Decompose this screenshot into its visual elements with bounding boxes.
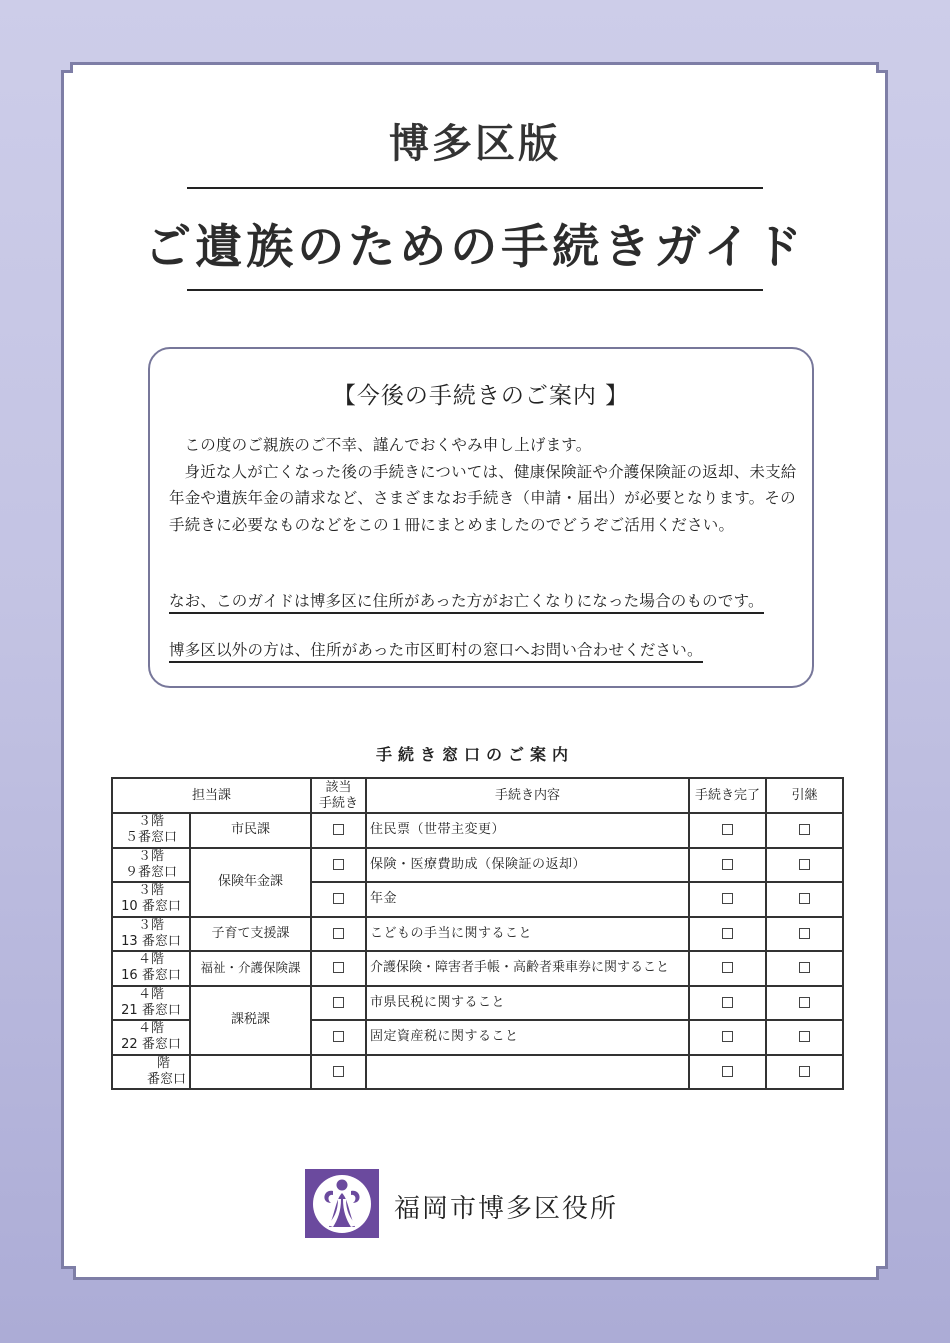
applicable-checkbox[interactable]	[333, 1066, 344, 1077]
applicable-cell	[311, 1055, 366, 1090]
completed-checkbox[interactable]	[722, 859, 733, 870]
handover-checkbox[interactable]	[799, 1031, 810, 1042]
handover-cell	[766, 813, 843, 848]
table-row	[112, 848, 843, 883]
handover-checkbox[interactable]	[799, 859, 810, 870]
emblem-graphic	[305, 1169, 379, 1238]
window-location	[112, 848, 190, 883]
handover-cell	[766, 917, 843, 952]
window-label: 21 番窓口	[121, 1002, 181, 1018]
content-cell: 固定資産税に関すること	[366, 1020, 689, 1055]
table-header-row	[112, 778, 843, 813]
table-row	[112, 951, 843, 986]
window-label: 22 番窓口	[121, 1037, 181, 1053]
department-cell: 課税課	[190, 986, 311, 1055]
applicable-checkbox[interactable]	[333, 962, 344, 973]
handover-cell	[766, 1055, 843, 1090]
window-label: 番窓口	[146, 1071, 186, 1087]
notice-body	[169, 432, 809, 538]
handover-checkbox[interactable]	[799, 893, 810, 904]
floor-label: ３階	[137, 883, 164, 899]
page-title: ご遺族のための手続きガイド	[144, 220, 806, 275]
notice-scope-note: なお、このガイドは博多区に住所があった方がお亡くなりになった場合のものです。	[169, 589, 764, 614]
notice-other-residents-note: 博多区以外の方は、住所があった市区町村の窓口へお問い合わせください。	[169, 638, 703, 663]
completed-cell	[689, 1020, 766, 1055]
header-handover: 引継	[766, 778, 843, 813]
floor-label: ４階	[137, 986, 164, 1002]
department-cell: 福祉・介護保険課	[190, 951, 311, 986]
notice-box	[148, 347, 814, 688]
content-cell: こどもの手当に関すること	[366, 917, 689, 952]
edition-label: 博多区版	[389, 121, 561, 167]
window-label: 10 番窓口	[121, 899, 181, 915]
content-cell: 住民票（世帯主変更）	[366, 813, 689, 848]
applicable-checkbox[interactable]	[333, 859, 344, 870]
window-label: ５番窓口	[124, 830, 177, 846]
completed-cell	[689, 917, 766, 952]
window-location	[112, 1020, 190, 1055]
handover-cell	[766, 848, 843, 883]
handover-cell	[766, 951, 843, 986]
applicable-checkbox[interactable]	[333, 893, 344, 904]
desk-table	[111, 777, 844, 1090]
title-rule-bottom	[187, 289, 763, 291]
department-cell: 子育て支援課	[190, 917, 311, 952]
header-completed: 手続き完了	[689, 778, 766, 813]
floor-label: 階	[156, 1055, 170, 1071]
completed-checkbox[interactable]	[722, 962, 733, 973]
completed-cell	[689, 882, 766, 917]
handover-cell	[766, 986, 843, 1021]
window-location	[112, 917, 190, 952]
window-label: 13 番窓口	[121, 933, 181, 949]
table-row	[112, 917, 843, 952]
department-cell[interactable]	[190, 1055, 311, 1090]
fukuoka-city-emblem-icon	[305, 1169, 379, 1238]
applicable-checkbox[interactable]	[333, 928, 344, 939]
completed-cell	[689, 813, 766, 848]
table-row	[112, 986, 843, 1021]
floor-label: ４階	[137, 1021, 164, 1037]
applicable-cell	[311, 848, 366, 883]
window-location	[112, 1055, 190, 1090]
applicable-checkbox[interactable]	[333, 824, 344, 835]
header-department: 担当課	[112, 778, 311, 813]
window-label: ９番窓口	[124, 864, 177, 880]
notice-paragraph-procedures: 身近な人が亡くなった後の手続きについては、健康保険証や介護保険証の返却、未支給年金や遺族年金の請求など、さまざまなお手続き（申請・届出）が必要となります。その手続きに必要なものなどをこの１冊にまとめましたのでどうぞご活用ください。	[169, 462, 797, 534]
floor-label: ４階	[137, 952, 164, 968]
content-cell: 年金	[366, 882, 689, 917]
content-cell: 保険・医療費助成（保険証の返却）	[366, 848, 689, 883]
handover-checkbox[interactable]	[799, 928, 810, 939]
handover-checkbox[interactable]	[799, 1066, 810, 1077]
handover-checkbox[interactable]	[799, 962, 810, 973]
handover-checkbox[interactable]	[799, 824, 810, 835]
department-cell: 保険年金課	[190, 848, 311, 917]
table-row	[112, 813, 843, 848]
completed-cell	[689, 1055, 766, 1090]
applicable-cell	[311, 917, 366, 952]
applicable-cell	[311, 813, 366, 848]
header-applicable	[311, 778, 366, 813]
organization-name: 福岡市博多区役所	[394, 1194, 619, 1224]
notice-heading: 【今後の手続きのご案内 】	[332, 383, 630, 409]
window-location	[112, 813, 190, 848]
completed-checkbox[interactable]	[722, 1031, 733, 1042]
department-cell: 市民課	[190, 813, 311, 848]
content-cell: 市県民税に関すること	[366, 986, 689, 1021]
completed-checkbox[interactable]	[722, 824, 733, 835]
completed-checkbox[interactable]	[722, 997, 733, 1008]
applicable-cell	[311, 882, 366, 917]
desk-table-title: 手続き窓口のご案内	[375, 745, 574, 764]
completed-cell	[689, 986, 766, 1021]
handover-cell	[766, 1020, 843, 1055]
window-label: 16 番窓口	[121, 968, 181, 984]
applicable-cell	[311, 1020, 366, 1055]
floor-label: ３階	[137, 848, 164, 864]
completed-checkbox[interactable]	[722, 893, 733, 904]
applicable-checkbox[interactable]	[333, 1031, 344, 1042]
table-row	[112, 1055, 843, 1090]
floor-label: ３階	[137, 814, 164, 830]
completed-cell	[689, 951, 766, 986]
applicable-cell	[311, 986, 366, 1021]
window-location	[112, 882, 190, 917]
notice-paragraph-condolence: この度のご親族のご不幸、謹んでおくやみ申し上げます。	[184, 436, 592, 454]
header-applicable-line1: 該当	[325, 779, 352, 795]
handover-cell	[766, 882, 843, 917]
floor-label: ３階	[137, 917, 164, 933]
title-rule-top	[187, 187, 763, 189]
header-applicable-line2: 手続き	[319, 795, 359, 811]
handover-checkbox[interactable]	[799, 997, 810, 1008]
header-content: 手続き内容	[366, 778, 689, 813]
completed-cell	[689, 848, 766, 883]
content-cell: 介護保険・障害者手帳・高齢者乗車券に関すること	[366, 951, 689, 986]
window-location	[112, 951, 190, 986]
applicable-checkbox[interactable]	[333, 997, 344, 1008]
completed-checkbox[interactable]	[722, 928, 733, 939]
window-location	[112, 986, 190, 1021]
applicable-cell	[311, 951, 366, 986]
content-cell[interactable]	[366, 1055, 689, 1090]
completed-checkbox[interactable]	[722, 1066, 733, 1077]
